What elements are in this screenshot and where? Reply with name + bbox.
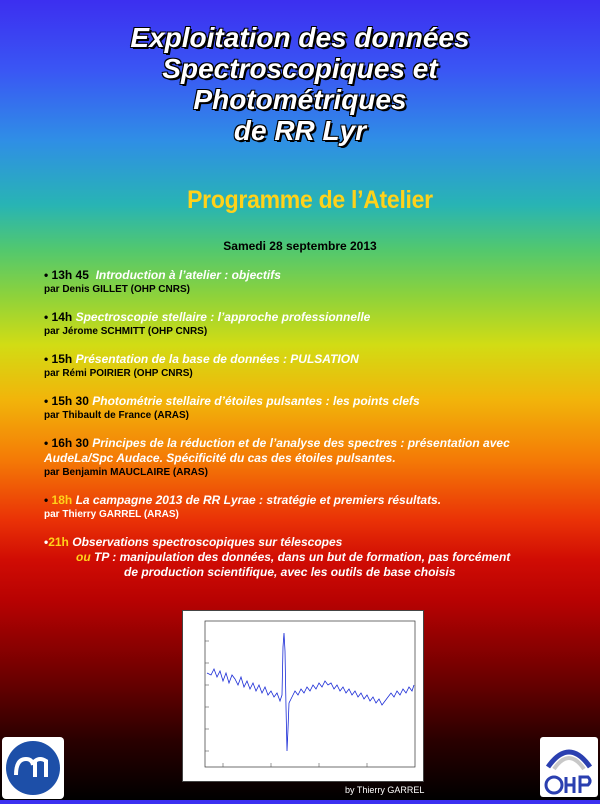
item-time: 14h <box>51 310 73 324</box>
bullet-icon: • <box>44 436 49 450</box>
item-time: 13h 45 <box>51 268 89 282</box>
bullet-icon: • <box>44 493 49 507</box>
program-subtitle: Programme de l’Atelier <box>187 186 433 214</box>
item-talk: Observations spectroscopiques sur télescopes <box>72 535 343 549</box>
schedule-list <box>44 268 584 594</box>
poster-title <box>0 22 600 146</box>
schedule-item <box>44 268 584 296</box>
photo-credit: by Thierry GARREL <box>345 785 425 795</box>
bullet-icon: • <box>44 535 49 549</box>
item-speaker: par Rémi POIRIER (OHP CNRS) <box>44 368 193 379</box>
item-time: 18h <box>51 493 73 507</box>
item-talk: Principes de la réduction et de l’analyse des spectres : présentation avec <box>92 436 510 450</box>
cnrs-logo <box>2 737 64 799</box>
bullet-icon: • <box>44 268 49 282</box>
bullet-icon: • <box>44 352 49 366</box>
schedule-item <box>44 493 584 521</box>
ohp-logo <box>540 737 598 797</box>
item-talk: Photométrie stellaire d’étoiles pulsantes : les points clefs <box>92 394 420 408</box>
item-time: 15h 30 <box>51 394 89 408</box>
item-speaker: par Denis GILLET (OHP CNRS) <box>44 284 190 295</box>
item-talk: Introduction à l’atelier : objectifs <box>95 268 281 282</box>
or-connector: ou <box>76 550 91 564</box>
schedule-item-last <box>44 535 584 580</box>
item-time: 21h <box>48 535 69 549</box>
item-talk: La campagne 2013 de RR Lyrae : stratégie et premiers résultats. <box>75 493 442 507</box>
item-speaker: par Jérome SCHMITT (OHP CNRS) <box>44 326 208 337</box>
title-line-2: Spectroscopiques et <box>162 53 438 84</box>
item-speaker: par Thierry GARREL (ARAS) <box>44 509 179 520</box>
spectrum-plot <box>183 611 423 781</box>
plot-frame <box>205 621 415 767</box>
bullet-icon: • <box>44 310 49 324</box>
item-talk: Présentation de la base de données : PULSATION <box>75 352 359 366</box>
tp-talk: TP : manipulation des données, dans un but de formation, pas forcément <box>94 550 511 564</box>
bullet-icon: • <box>44 394 49 408</box>
workshop-date: Samedi 28 septembre 2013 <box>223 239 377 253</box>
title-line-4: de RR Lyr <box>233 115 367 146</box>
spectrum-figure <box>182 610 424 782</box>
schedule-item <box>44 394 584 422</box>
title-line-3: Photométriques <box>193 84 407 115</box>
title-line-1: Exploitation des données <box>130 22 470 53</box>
item-time: 15h <box>51 352 73 366</box>
item-speaker: par Benjamin MAUCLAIRE (ARAS) <box>44 467 208 478</box>
item-talk-continued: AudeLa/Spc Audace. Spécificité du cas des étoiles pulsantes. <box>44 451 396 465</box>
schedule-item <box>44 436 584 479</box>
item-talk: Spectroscopie stellaire : l’approche professionnelle <box>75 310 371 324</box>
schedule-item <box>44 310 584 338</box>
schedule-item <box>44 352 584 380</box>
item-time: 16h 30 <box>51 436 89 450</box>
cnrs-logo-icon <box>2 737 64 799</box>
ohp-logo-icon <box>540 737 598 797</box>
item-speaker: par Thibault de France (ARAS) <box>44 410 190 421</box>
tp-talk-continued: de production scientifique, avec les outils de base choisis <box>124 565 456 579</box>
